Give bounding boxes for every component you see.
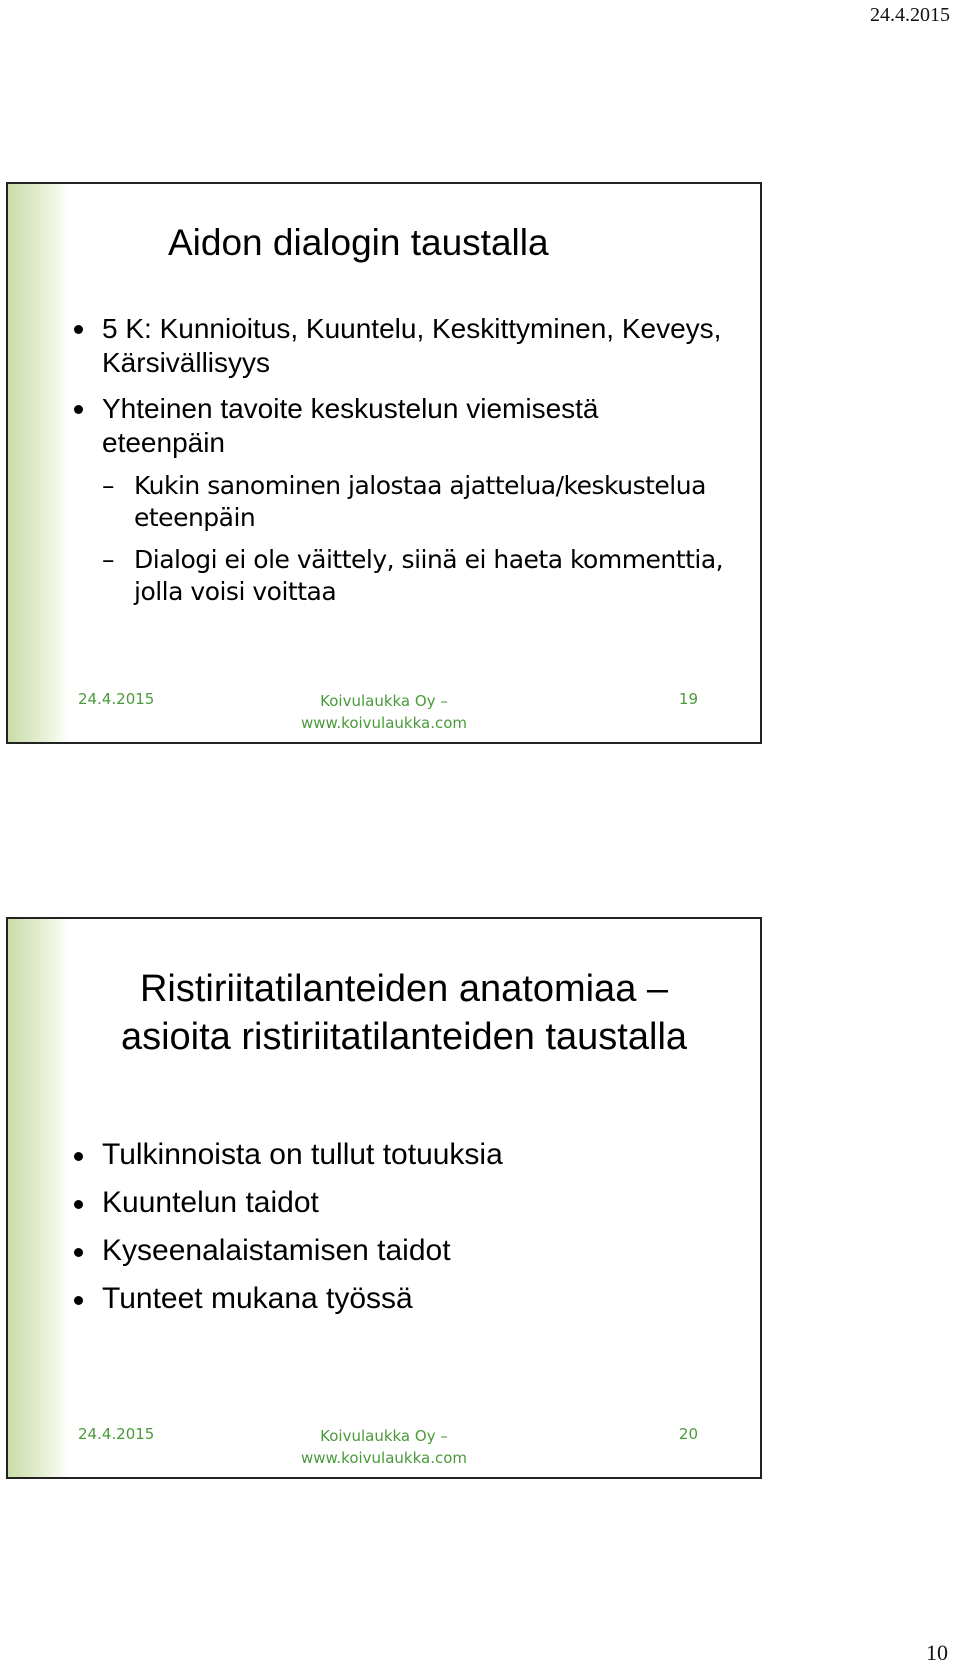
bullet-text: 5 K: Kunnioitus, Kuuntelu, Keskittyminen, Keveys, Kärsivällisyys	[102, 313, 722, 378]
footer-date: 24.4.2015	[78, 690, 155, 708]
slide-title: Aidon dialogin taustalla	[168, 222, 549, 263]
bullet-item	[68, 312, 728, 380]
bullet-dot-icon	[74, 1296, 83, 1305]
sub-bullet-text: Kukin sanominen jalostaa ajattelua/keskustelua eteenpäin	[134, 471, 706, 532]
slide-footer	[70, 1425, 698, 1469]
bullet-dot-icon	[74, 1200, 83, 1209]
bullet-item	[68, 1233, 728, 1269]
sub-bullet-list	[102, 470, 728, 608]
page-date: 24.4.2015	[870, 4, 950, 26]
footer-slide-number: 20	[678, 1425, 698, 1443]
footer-company-name: Koivulaukka Oy –	[320, 1427, 448, 1445]
footer-date: 24.4.2015	[78, 1425, 155, 1443]
bullet-dot-icon	[74, 405, 83, 414]
bullet-dot-icon	[74, 325, 83, 334]
bullet-dot-icon	[74, 1248, 83, 1257]
footer-company-url: www.koivulaukka.com	[300, 1449, 468, 1467]
page-number: 10	[926, 1640, 948, 1665]
dash-icon: –	[102, 545, 114, 574]
footer-slide-number: 19	[678, 690, 698, 708]
footer-company	[70, 690, 698, 734]
slide-decorative-band	[8, 184, 70, 742]
slide-20	[6, 917, 762, 1479]
bullet-text: Tunteet mukana työssä	[102, 1282, 413, 1315]
bullet-item	[68, 392, 728, 608]
footer-company-name: Koivulaukka Oy –	[320, 692, 448, 710]
dash-icon: –	[102, 471, 114, 500]
slide-decorative-band	[8, 919, 70, 1477]
footer-company-url: www.koivulaukka.com	[300, 714, 468, 732]
bullet-item	[68, 1281, 728, 1317]
bullet-dot-icon	[74, 1152, 83, 1161]
bullet-item	[68, 1137, 728, 1173]
bullet-list	[68, 1137, 728, 1329]
sub-bullet-text: Dialogi ei ole väittely, siinä ei haeta kommenttia, jolla voisi voittaa	[134, 545, 724, 606]
sub-bullet-item	[102, 544, 728, 608]
bullet-text: Tulkinnoista on tullut totuuksia	[102, 1138, 503, 1171]
bullet-list	[68, 312, 728, 620]
slide-title-line: asioita ristiriitatilanteiden taustalla	[120, 1016, 688, 1058]
bullet-text: Yhteinen tavoite keskustelun viemisestä eteenpäin	[102, 393, 599, 458]
sub-bullet-item	[102, 470, 728, 534]
slide-title	[68, 965, 740, 1061]
slide-title-line: Ristiriitatilanteiden anatomiaa –	[139, 968, 669, 1010]
bullet-text: Kyseenalaistamisen taidot	[102, 1234, 451, 1267]
bullet-item	[68, 1185, 728, 1221]
bullet-text: Kuuntelun taidot	[102, 1186, 319, 1219]
slide-footer	[70, 690, 698, 734]
slide-19	[6, 182, 762, 744]
footer-company	[70, 1425, 698, 1469]
